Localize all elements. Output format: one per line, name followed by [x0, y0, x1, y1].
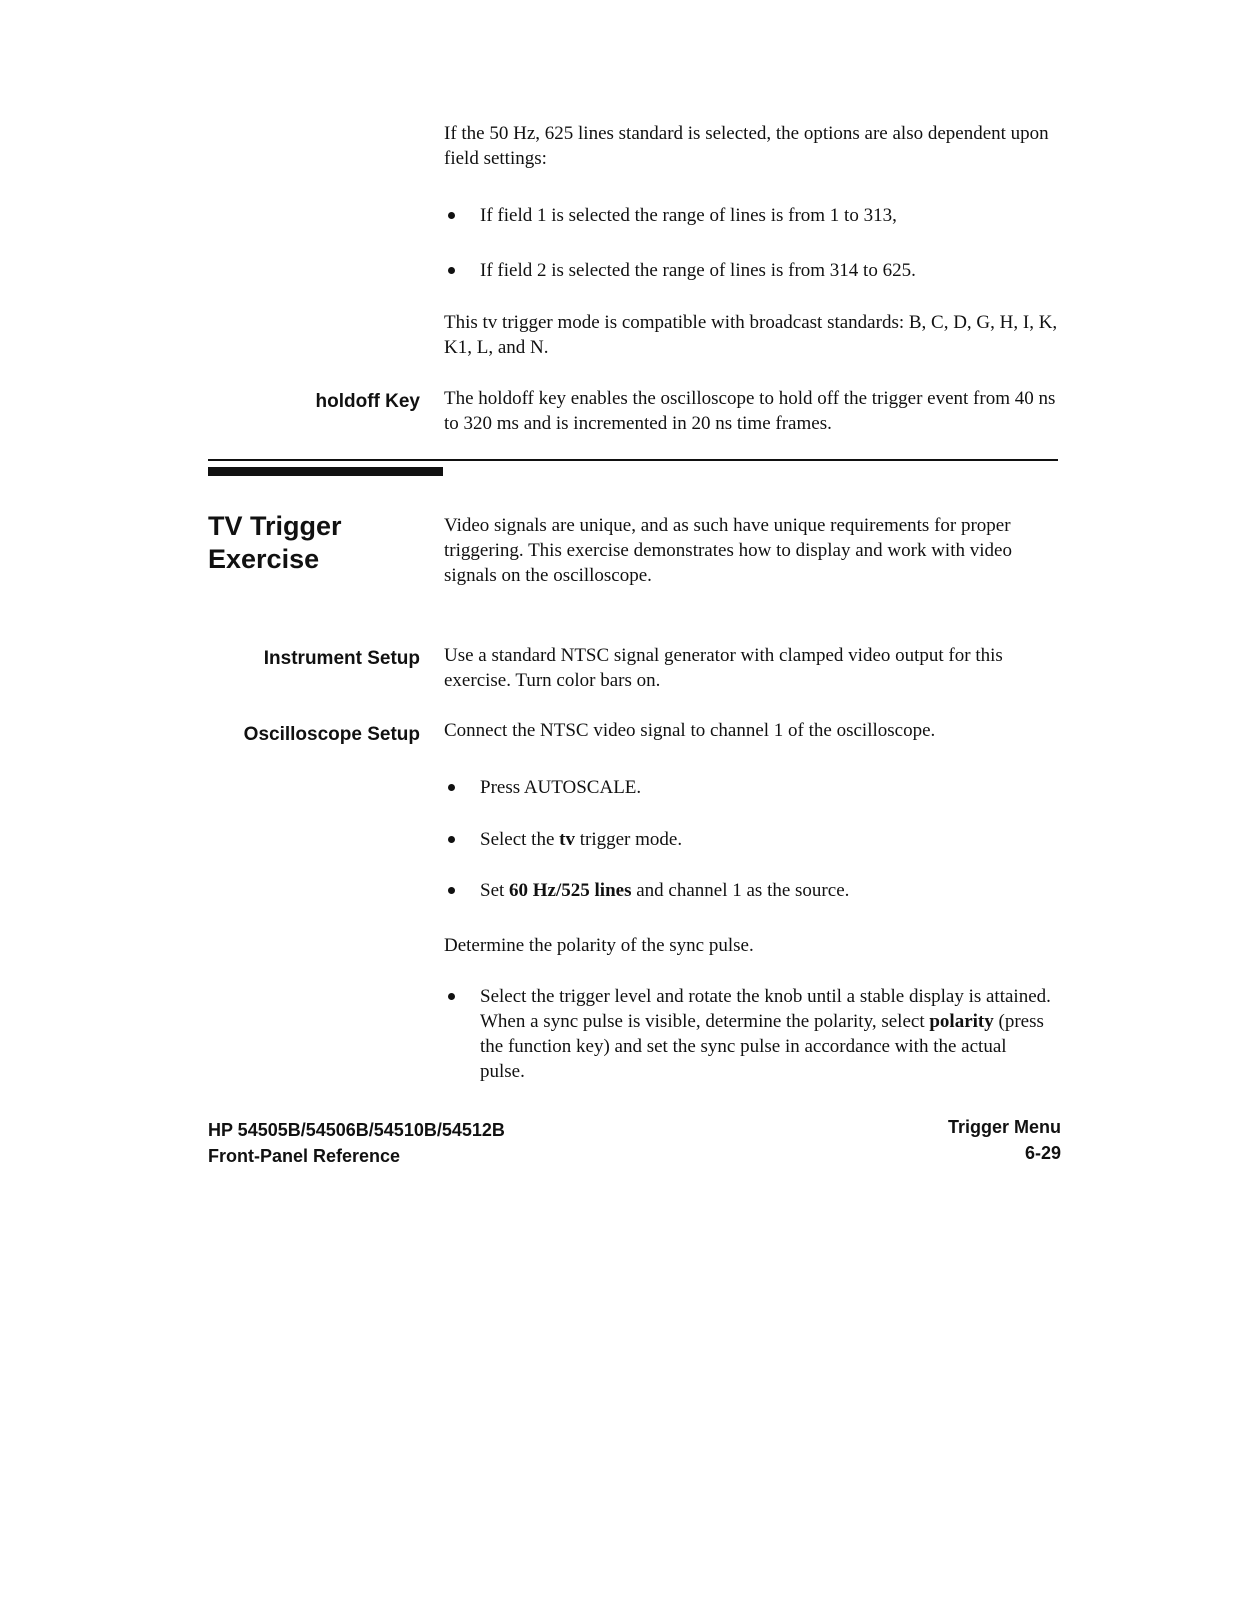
- section-title: [208, 510, 342, 576]
- keyword-polarity: polarity: [929, 1011, 994, 1032]
- bullet-icon: [448, 887, 455, 894]
- footer-model: HP 54505B/54506B/54510B/54512B: [208, 1120, 505, 1140]
- keyword-tv: tv: [559, 829, 575, 850]
- bullet-icon: [448, 212, 455, 219]
- compat-paragraph: This tv trigger mode is compatible with broadcast standards: B, C, D, G, H, I, K, K1, L, and N.: [444, 312, 1058, 358]
- instrument-setup-text: Use a standard NTSC signal generator with clamped video output for this exercise. Turn color bars on.: [444, 645, 1003, 691]
- keyword-standard: 60 Hz/525 lines: [509, 880, 632, 901]
- list-item-text: Press AUTOSCALE.: [480, 777, 642, 798]
- list-item-text: If field 2 is selected the range of lines is from 314 to 625.: [480, 260, 916, 281]
- oscilloscope-setup-text: Connect the NTSC video signal to channel 1 of the oscilloscope.: [444, 720, 936, 741]
- footer-chapter: Trigger Menu: [947, 1117, 1061, 1137]
- footer-left: [208, 1117, 505, 1169]
- list-item-text: If field 1 is selected the range of lines is from 1 to 313,: [480, 205, 897, 226]
- list-item-text: Select the tv trigger mode.: [480, 829, 683, 850]
- bullet-icon: [448, 993, 455, 1000]
- holdoff-key-text: The holdoff key enables the oscilloscope to hold off the trigger event from 40 ns to 320 ms and is incremented in 20 ns time frames.: [444, 388, 1056, 434]
- intro-paragraph: If the 50 Hz, 625 lines standard is selected, the options are also dependent upon field settings:: [444, 123, 1049, 169]
- instrument-setup-label: Instrument Setup: [263, 648, 420, 669]
- page-number: 6-29: [1024, 1143, 1061, 1163]
- bullet-icon: [448, 836, 455, 843]
- oscilloscope-setup-label: Oscilloscope Setup: [243, 724, 420, 745]
- polarity-intro: Determine the polarity of the sync pulse.: [444, 935, 754, 956]
- bullet-icon: [448, 784, 455, 791]
- list-item-text: Select the trigger level and rotate the knob until a stable display is attained. When a sync pulse is visible, determine the polarity, select polarity (press the function key) and set the sync pulse in accordance with the actual pulse.: [480, 986, 1051, 1082]
- section-title-line1: TV Trigger: [208, 511, 342, 541]
- section-title-line2: Exercise: [208, 544, 320, 574]
- holdoff-key-label: holdoff Key: [315, 391, 420, 412]
- section-divider: [208, 459, 1058, 461]
- list-item-text: Set 60 Hz/525 lines and channel 1 as the source.: [480, 880, 850, 901]
- section-intro: Video signals are unique, and as such have unique requirements for proper triggering. This exercise demonstrates how to display and work with video signals on the oscilloscope.: [444, 515, 1012, 586]
- footer-reference: Front-Panel Reference: [208, 1146, 401, 1166]
- footer-right: [948, 1114, 1061, 1166]
- section-divider-accent: [208, 467, 443, 476]
- bullet-icon: [448, 267, 455, 274]
